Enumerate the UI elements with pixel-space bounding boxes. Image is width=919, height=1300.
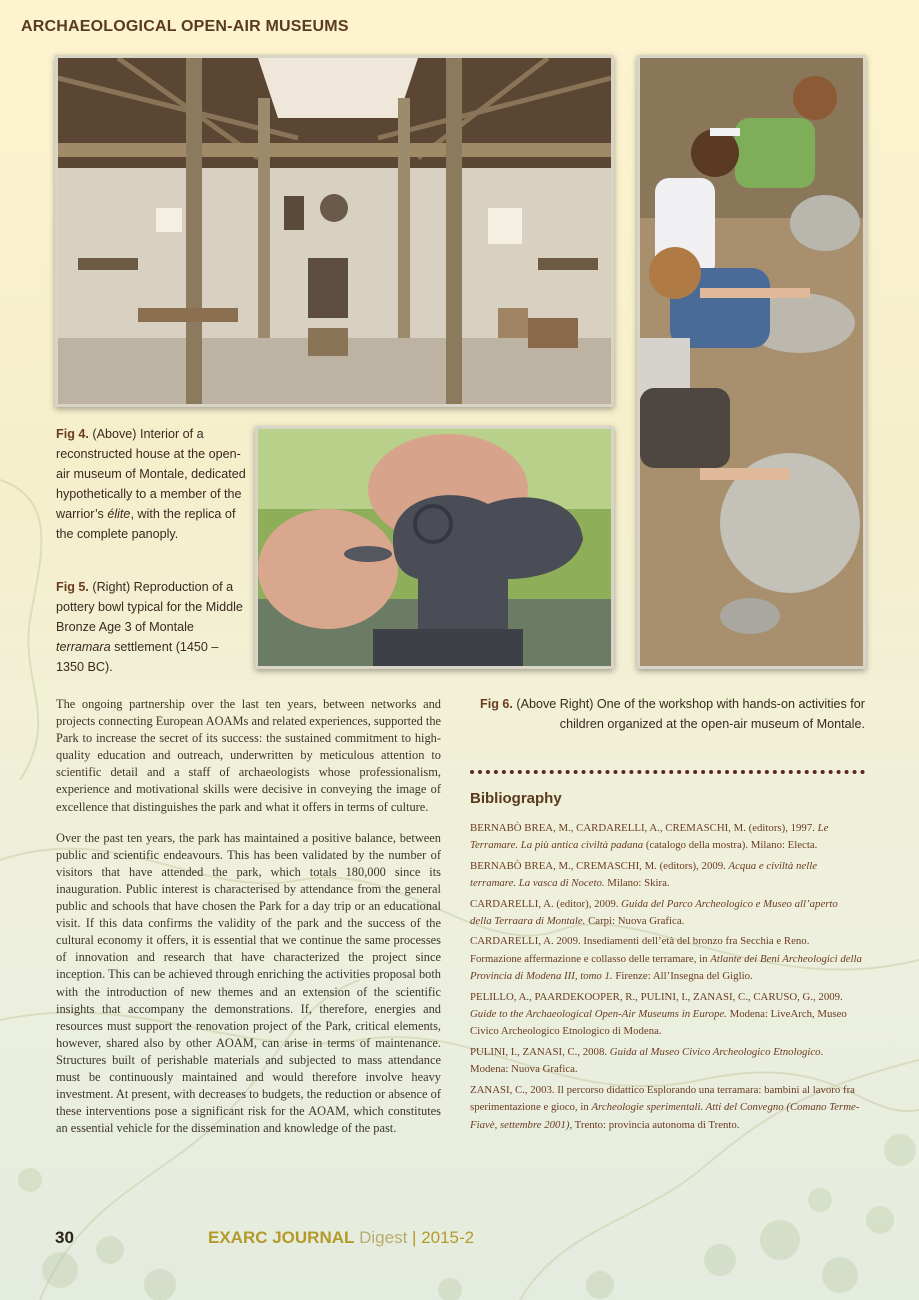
journal-digest: Digest xyxy=(354,1228,408,1247)
body-paragraph-2: Over the past ten years, the park has maintained a positive balance, between public and scientific endeavours. This has been validated by the number of visitors that have attended the park, which totals 180,000 since its inauguration. Public interest is characterised by attendance from the general public and schools that have chosen the Park for a day trip or an educational visit. If this data confirms the validity of the park and the success of the cultural economy it offers, it is essential that we continue the same processes of innovation and research that have characterized the project since inception. This can be achieved through enriching the activities proposal both with the introduction of new themes and an extension of the scientific insights that accompany the demonstrations. If, therefore, energies and resources must support the renovation project of the Park, critical elements, however, shared also by other AOAM, can arise in terms of maintenance. Structures built of perishable materials and subjected to mass attendance must be continuously maintained and would therefore involve heavy investment. At present, with decreases to budgets, the reduction or absence of these interventions pose a significant risk for the AOAM, which constitutes an essential vehicle for the dissemination and knowledge of the past. xyxy=(56,830,441,1136)
children-workshop-photo xyxy=(637,55,866,669)
bibliography-entry: PELILLO, A., PAARDEKOOPER, R., PULINI, I., ZANASI, C., CARUSO, G., 2009. Guide to the Archaeological Open-Air Museums in Europe. Modena: LiveArch, Museo Civico Archeologico Etnologico di Modena. xyxy=(470,990,847,1038)
journal-issue: | 2015-2 xyxy=(407,1228,475,1247)
fig4-text-end: , with the replica of the complete panoply. xyxy=(56,507,236,541)
bibliography-list xyxy=(470,820,862,1137)
bibliography-entry: CARDARELLI, A. (editor), 2009. Guida del Parco Archeologico e Museo all’aperto della Terraara di Montale. Carpi: Nuova Grafica. xyxy=(470,897,838,928)
fig5-text: (Right) Reproduction of a pottery bowl typical for the Middle Bronze Age 3 of Montale xyxy=(56,580,243,634)
bibliography-entry: BERNABÒ BREA, M., CREMASCHI, M. (editors), 2009. Acqua e civiltà nelle terramare. La vasca di Noceto. Milano: Skira. xyxy=(470,859,817,890)
bibliography-entry: ZANASI, C., 2003. Il percorso didattico Esplorando una terramara: bambini al lavoro fra sperimentazione e gioco, in Archeologie sperimentali. Atti del Convegno (Comano Terme-Fiavè, settembre 2001), Trento: provincia autonoma di Trento. xyxy=(470,1083,860,1131)
fig5-text-end: settlement (1450 – 1350 BC). xyxy=(56,640,219,674)
fig5-italic: terramara xyxy=(56,640,111,654)
fig4-text: (Above) Interior of a reconstructed house at the open-air museum of Montale, dedicated hypothetically to a member of the warrior’s xyxy=(56,427,246,521)
journal-title xyxy=(208,1228,474,1248)
section-divider xyxy=(470,770,865,774)
fig4-italic: élite xyxy=(107,507,131,521)
bibliography-entry: PULINI, I., ZANASI, C., 2008. Guida al Museo Civico Archeologico Etnologico. Modena: Nuova Grafica. xyxy=(470,1045,824,1076)
pottery-bowl-photo xyxy=(255,426,614,669)
fig5-caption xyxy=(56,577,246,677)
fig6-text: (Above Right) One of the workshop with hands-on activities for children organized at the open-air museum of Montale. xyxy=(512,697,865,731)
fig5-label: Fig 5. xyxy=(56,580,89,594)
page-number: 30 xyxy=(55,1228,74,1247)
bibliography-entry: CARDARELLI, A. 2009. Insediamenti dell’età del bronzo fra Secchia e Reno. Formazione affermazione e collasso delle terramare, in Atlante dei Beni Archeologici della Provincia di Modena III, tomo 1. Firenze: All’Insegna del Giglio. xyxy=(470,935,862,983)
bibliography-entry: BERNABÒ BREA, M., CARDARELLI, A., CREMASCHI, M. (editors), 1997. Le Terramare. La più antica civiltà padana (catalogo della mostra). Milano: Electa. xyxy=(470,822,829,852)
fig4-caption xyxy=(56,424,246,544)
journal-name: EXARC JOURNAL xyxy=(208,1228,355,1247)
fig6-label: Fig 6. xyxy=(480,697,513,711)
fig6-caption xyxy=(470,694,865,734)
article-body xyxy=(56,696,441,1151)
bibliography-heading: Bibliography xyxy=(470,790,562,807)
running-header: ARCHAEOLOGICAL OPEN-AIR MUSEUMS xyxy=(21,18,349,35)
body-paragraph-1: The ongoing partnership over the last ten years, between networks and projects connecting European AOAMs and related experiences, supported the Park to increase the secret of its success: the sustained commitment to high-quality education and outreach, underwritten by meticulous attention to scientific detail and a staff of archaeologists whose professionalism, experience and motivational skills were decisive in conveying the image of excellence that distinguishes the park and what it offers in terms of culture. xyxy=(56,697,442,814)
house-interior-photo xyxy=(55,55,614,407)
fig4-label: Fig 4. xyxy=(56,427,89,441)
